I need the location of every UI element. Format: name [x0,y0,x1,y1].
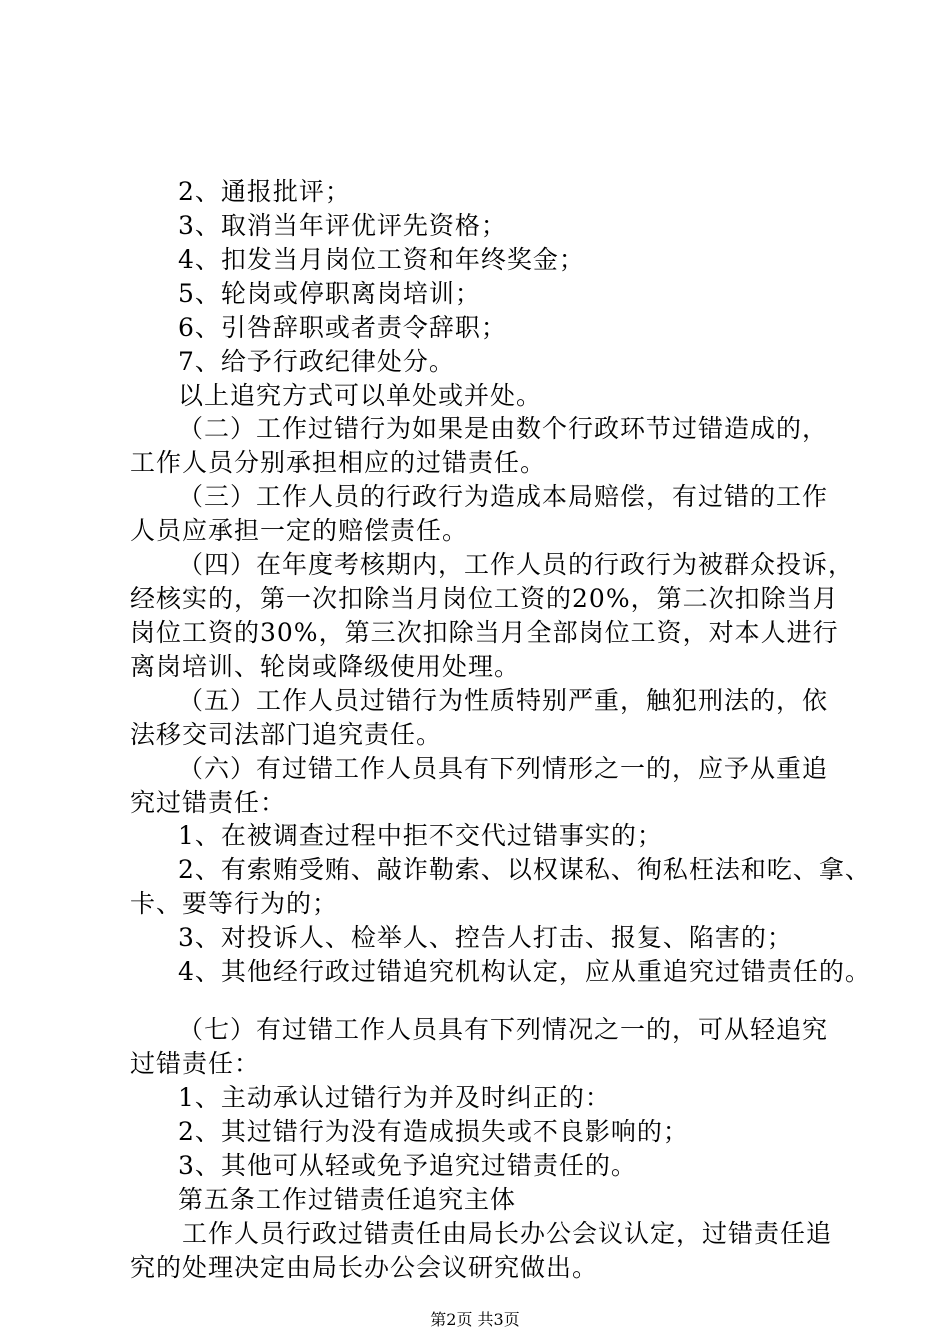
text-line: 卡、要等行为的； [130,889,339,918]
text-line: 过错责任： [130,1049,261,1078]
text-line: 6、引咎辞职或者责令辞职； [178,313,507,342]
text-line: 2、有索贿受贿、敲诈勒索、以权谋私、徇私枉法和吃、拿、 [178,855,871,884]
text-line: 3、取消当年评优评先资格； [178,211,507,240]
text-line: 1、在被调查过程中拒不交代过错事实的； [178,821,663,850]
text-line: 7、给予行政纪律处分。 [178,347,455,376]
text-line: 1、主动承认过错行为并及时纠正的： [178,1083,611,1112]
text-line: （七）有过错工作人员具有下列情况之一的，可从轻追究 [178,1015,829,1044]
text-line: （四）在年度考核期内，工作人员的行政行为被群众投诉， [178,550,855,579]
text-line: 经核实的，第一次扣除当月岗位工资的20%，第二次扣除当月 [130,584,839,613]
page-footer: 第2页 共3页 [430,1310,520,1329]
text-line: 究过错责任： [130,788,287,817]
text-line: 以上追究方式可以单处或并处。 [178,381,543,410]
text-line: 工作人员行政过错责任由局长办公会议认定，过错责任追 [182,1219,833,1248]
text-line: 人员应承担一定的赔偿责任。 [130,516,469,545]
text-line: （六）有过错工作人员具有下列情形之一的，应予从重追 [178,754,829,783]
text-line: 工作人员分别承担相应的过错责任。 [130,448,547,477]
text-line: 法移交司法部门追究责任。 [130,720,443,749]
text-line: 2、通报批评； [178,177,351,206]
text-line: 4、扣发当月岗位工资和年终奖金； [178,245,585,274]
text-line: 4、其他经行政过错追究机构认定，应从重追究过错责任的。 [178,957,871,986]
text-line: 2、其过错行为没有造成损失或不良影响的； [178,1117,689,1146]
text-line: 3、其他可从轻或免予追究过错责任的。 [178,1151,637,1180]
section-heading: 第五条工作过错责任追究主体 [178,1185,517,1214]
text-line: 5、轮岗或停职离岗培训； [178,279,481,308]
text-line: （三）工作人员的行政行为造成本局赔偿，有过错的工作 [178,482,829,511]
text-line: 究的处理决定由局长办公会议研究做出。 [130,1253,599,1282]
text-line: 岗位工资的30%，第三次扣除当月全部岗位工资，对本人进行 [130,618,839,647]
text-line: 3、对投诉人、检举人、控告人打击、报复、陷害的； [178,923,793,952]
text-line: 离岗培训、轮岗或降级使用处理。 [130,652,521,681]
text-line: （二）工作过错行为如果是由数个行政环节过错造成的， [178,414,829,443]
text-line: （五）工作人员过错行为性质特别严重，触犯刑法的，依 [178,686,829,715]
